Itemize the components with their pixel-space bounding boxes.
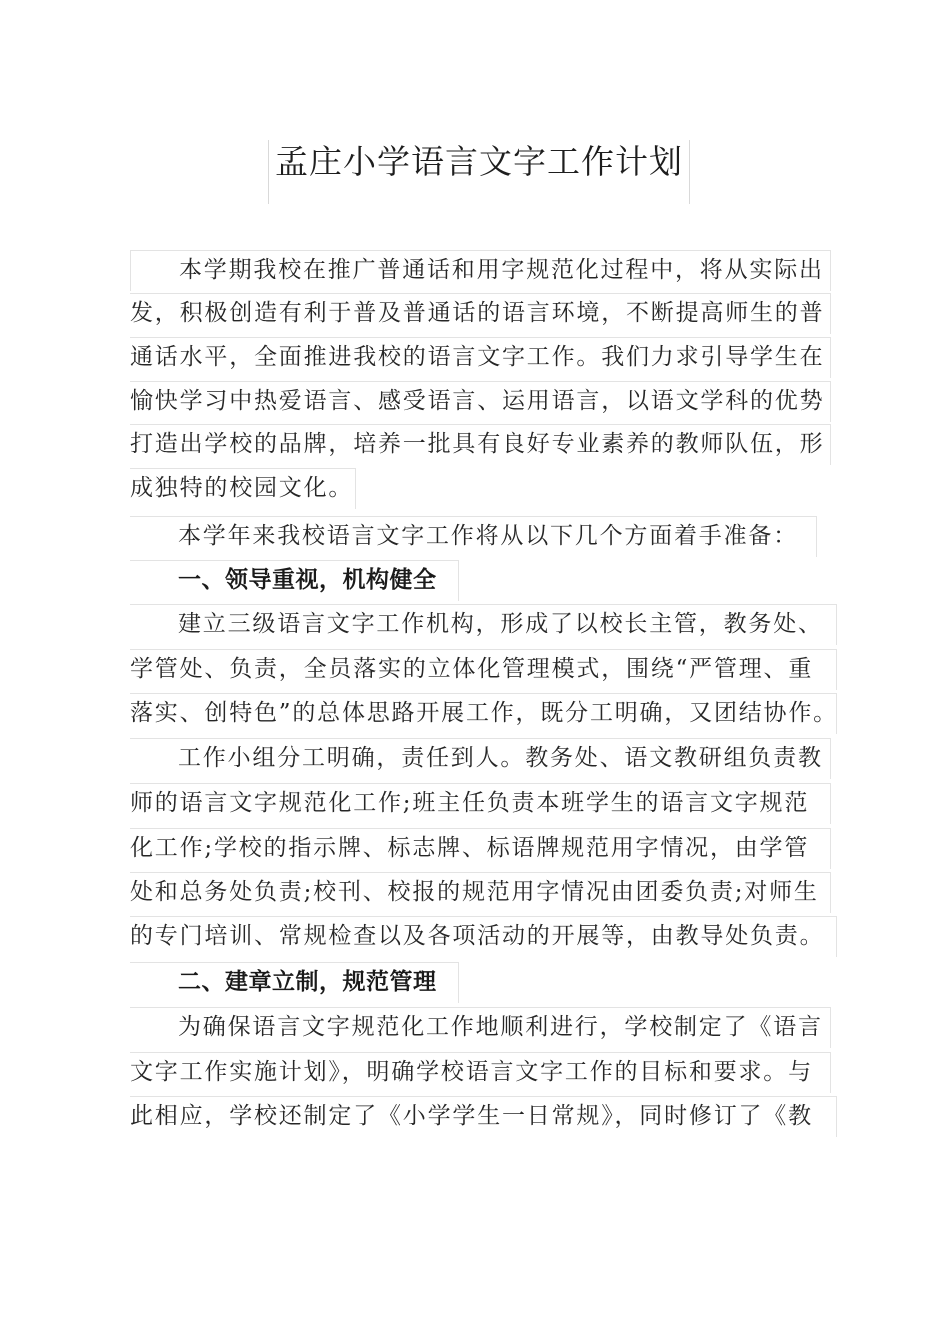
paragraph-1-line-1: 本学期我校在推广普通话和用字规范化过程中，将从实际出 [130, 250, 831, 291]
paragraph-4-line-3: 化工作;学校的指示牌、标志牌、标语牌规范用字情况，由学管 [130, 828, 831, 869]
paragraph-3-line-1: 建立三级语言文字工作机构，形成了以校长主管，教务处、 [130, 604, 837, 645]
paragraph-4-line-5: 的专门培训、常规检查以及各项活动的开展等，由教导处负责。 [130, 916, 837, 957]
document-title: 孟庄小学语言文字工作计划 [268, 140, 690, 204]
paragraph-5-line-1: 为确保语言文字规范化工作地顺利进行，学校制定了《语言 [130, 1007, 831, 1048]
paragraph-4-line-2: 师的语言文字规范化工作;班主任负责本班学生的语言文字规范 [130, 783, 831, 824]
paragraph-4-line-4: 处和总务处负责;校刊、校报的规范用字情况由团委负责;对师生 [130, 872, 831, 913]
section-heading-1: 一、领导重视，机构健全 [130, 560, 459, 601]
section-heading-2: 二、建章立制，规范管理 [130, 962, 459, 1003]
paragraph-1-line-5: 打造出学校的品牌，培养一批具有良好专业素养的教师队伍，形 [130, 424, 831, 465]
paragraph-3-line-2: 学管处、负责，全员落实的立体化管理模式，围绕“严管理、重 [130, 649, 837, 690]
paragraph-1-line-4: 愉快学习中热爱语言、感受语言、运用语言，以语文学科的优势 [130, 381, 831, 422]
paragraph-5-line-2: 文字工作实施计划》，明确学校语言文字工作的目标和要求。与 [130, 1052, 831, 1093]
paragraph-4-line-1: 工作小组分工明确，责任到人。教务处、语文教研组负责教 [130, 738, 831, 779]
paragraph-1-line-2: 发，积极创造有利于普及普通话的语言环境，不断提高师生的普 [130, 293, 831, 334]
paragraph-2-line-1: 本学年来我校语言文字工作将从以下几个方面着手准备： [130, 516, 817, 557]
paragraph-1-line-6: 成独特的校园文化。 [130, 468, 356, 509]
paragraph-5-line-3: 此相应，学校还制定了《小学学生一日常规》，同时修订了《教 [130, 1096, 837, 1137]
paragraph-3-line-3: 落实、创特色”的总体思路开展工作，既分工明确，又团结协作。 [130, 693, 837, 734]
paragraph-1-line-3: 通话水平，全面推进我校的语言文字工作。我们力求引导学生在 [130, 337, 831, 378]
